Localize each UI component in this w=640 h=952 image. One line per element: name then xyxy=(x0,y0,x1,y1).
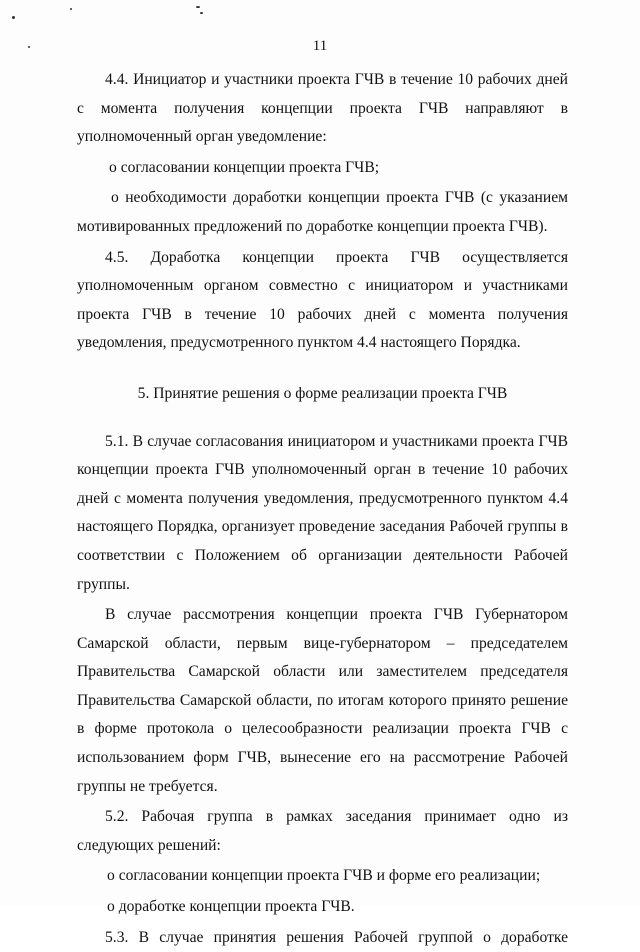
scan-speck xyxy=(196,6,200,8)
paragraph-5-2: 5.2. Рабочая группа в рамках заседания принимает одно из следующих решений: xyxy=(77,808,568,854)
section-heading-5: 5. Принятие решения о форме реализации проекта ГЧВ xyxy=(137,384,508,402)
paragraph-5-3: 5.3. В случае принятия решения Рабочей группой о доработке xyxy=(105,928,568,946)
scan-speck xyxy=(200,12,203,14)
paragraph-option-approve-form: о согласовании концепции проекта ГЧВ и форме его реализации; xyxy=(107,867,541,885)
page-number: 11 xyxy=(312,38,328,54)
scan-speck xyxy=(70,8,72,10)
paragraph-4-4: 4.4. Инициатор и участники проекта ГЧВ в течение 10 рабочих дней с момента получения концепции проекта ГЧВ направляют в уполномоченный орган уведомление: xyxy=(77,71,568,146)
scan-speck xyxy=(12,16,15,19)
paragraph-option-rework: о доработке концепции проекта ГЧВ. xyxy=(107,898,355,916)
paragraph-4-5: 4.5. Доработка концепции проекта ГЧВ осуществляется уполномоченным органом совместно с инициатором и участниками проекта ГЧВ в течение 10 рабочих дней с момента получения уведомления, предусмотренного пунктом 4.4 настоящего Порядка. xyxy=(77,248,568,352)
document-body xyxy=(77,66,568,952)
paragraph-governor-case: В случае рассмотрения концепции проекта ГЧВ Губернатором Самарской области, первым вице-губернатором – председателем Правительства Самарской области или заместителем председателя Правительства Самарской области, по итогам которого принято решение в форме протокола о целесообразности реализации проекта ГЧВ с использованием форм ГЧВ, вынесение его на рассмотрение Рабочей группы не требуется. xyxy=(77,606,568,795)
paragraph-option-agree: о согласовании концепции проекта ГЧВ; xyxy=(109,158,380,176)
paragraph-5-1: 5.1. В случае согласования инициатором и участниками проекта ГЧВ концепции проекта ГЧВ уполномоченный орган в течение 10 рабочих дней с момента получения уведомления, предусмотренного пунктом 4.4 настоящего Порядка, организует проведение заседания Рабочей группы в соответствии с Положением об организации деятельности Рабочей группы. xyxy=(77,432,568,593)
paragraph-option-revise: о необходимости доработки концепции проекта ГЧВ (с указанием мотивированных предложений по доработке концепции проекта ГЧВ). xyxy=(77,189,568,235)
